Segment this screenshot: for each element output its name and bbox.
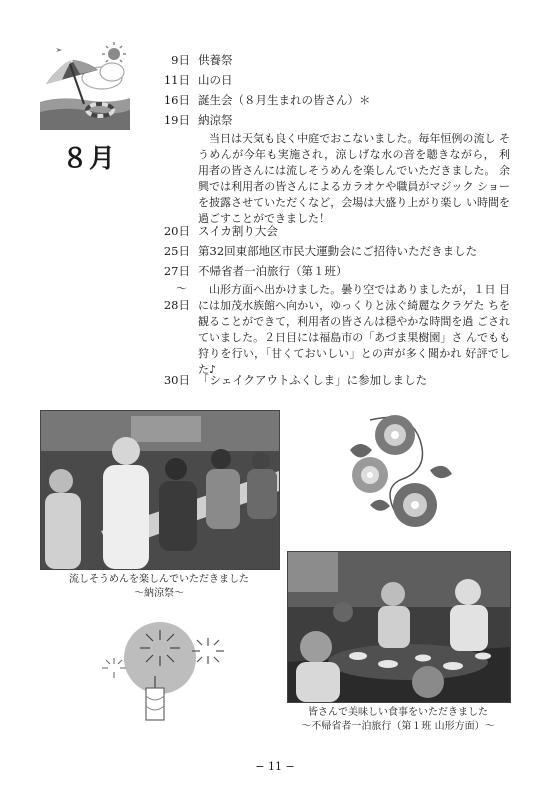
caption-line: 〜納涼祭〜 [134,588,184,599]
event-title: スイカ割り大会 [198,224,278,238]
text-line: ちを観ることができて，利用者の皆さんは穏やかな時間を過 [198,299,511,328]
event-title: 「シェイクアウトふくしま」に参加しました [198,373,428,387]
text-line: ごされていました。２日目には福島市の「あづま果樹園」さ [198,315,511,344]
trip-dinner-photo [287,551,511,703]
noryosai-description [198,131,510,227]
text-line: 好評でした♪ [198,347,511,376]
text-line: 利用者の皆さんには流しそうめんを楽しんでいただきました。 [198,148,510,177]
text-line: 目には加茂水族館へ向かい，ゆっくりと泳ぐ綺麗なクラゲた [198,283,510,312]
event-date: 30日 [163,373,190,387]
caption-line: 流しそうめんを楽しんでいただきました [69,574,249,585]
event-date: 19日 [163,113,190,127]
event-date: 25日 [163,244,190,258]
fireworks-illustration [100,616,230,726]
trip-description [198,282,510,378]
event-title: 不帰省者一泊旅行（第１班） [198,264,348,278]
event-title: 納涼祭 [198,113,233,127]
event-title: 第32回東部地区市民大運動会にご招待いただきました [198,244,478,258]
photo-caption [287,706,509,734]
photo-caption [40,573,278,601]
event-date: 11日 [163,73,190,87]
beach-umbrella-illustration [40,40,130,130]
event-date: 28日 [163,298,190,312]
page-number: − 11 − [255,760,295,773]
event-date: 16日 [163,93,190,107]
text-line: ショーを披露させていただくなど，会場は大盛り上がり楽し [198,180,511,209]
month-heading: ８月 [62,144,117,174]
text-line: 余興では利用者の皆さんによるカラオケや職員がマジック [198,164,510,193]
event-title: 山の日 [198,73,233,87]
caption-line: 〜不帰省者一泊旅行（第１班 山形方面）〜 [301,721,495,732]
event-date: 9日 [171,53,190,67]
text-line: い時間を過ごすことができました！ [198,196,511,225]
date-range-mark: 〜 [176,282,187,295]
somen-party-photo [40,410,280,570]
event-title: 供養祭 [198,53,233,67]
text-line: 当日は天気も良く中庭でおこないました。毎年恒例の流し [209,132,496,145]
event-title: 誕生会（８月生まれの皆さん）＊ [198,93,371,107]
caption-line: 皆さんで美味しい食事をいただきました [308,707,488,718]
event-date: 27日 [163,264,190,278]
text-line: 山形方面へ出かけました。曇り空ではありましたが，１日 [209,283,496,296]
text-line: そうめんが今年も実施され，涼しげな水の音を聴きながら， [198,132,510,161]
text-line: んでもも狩りを行い，「甘くておいしい」との声が多く聞かれ [198,331,511,360]
morning-glory-illustration [340,410,460,535]
event-date: 20日 [163,224,190,238]
